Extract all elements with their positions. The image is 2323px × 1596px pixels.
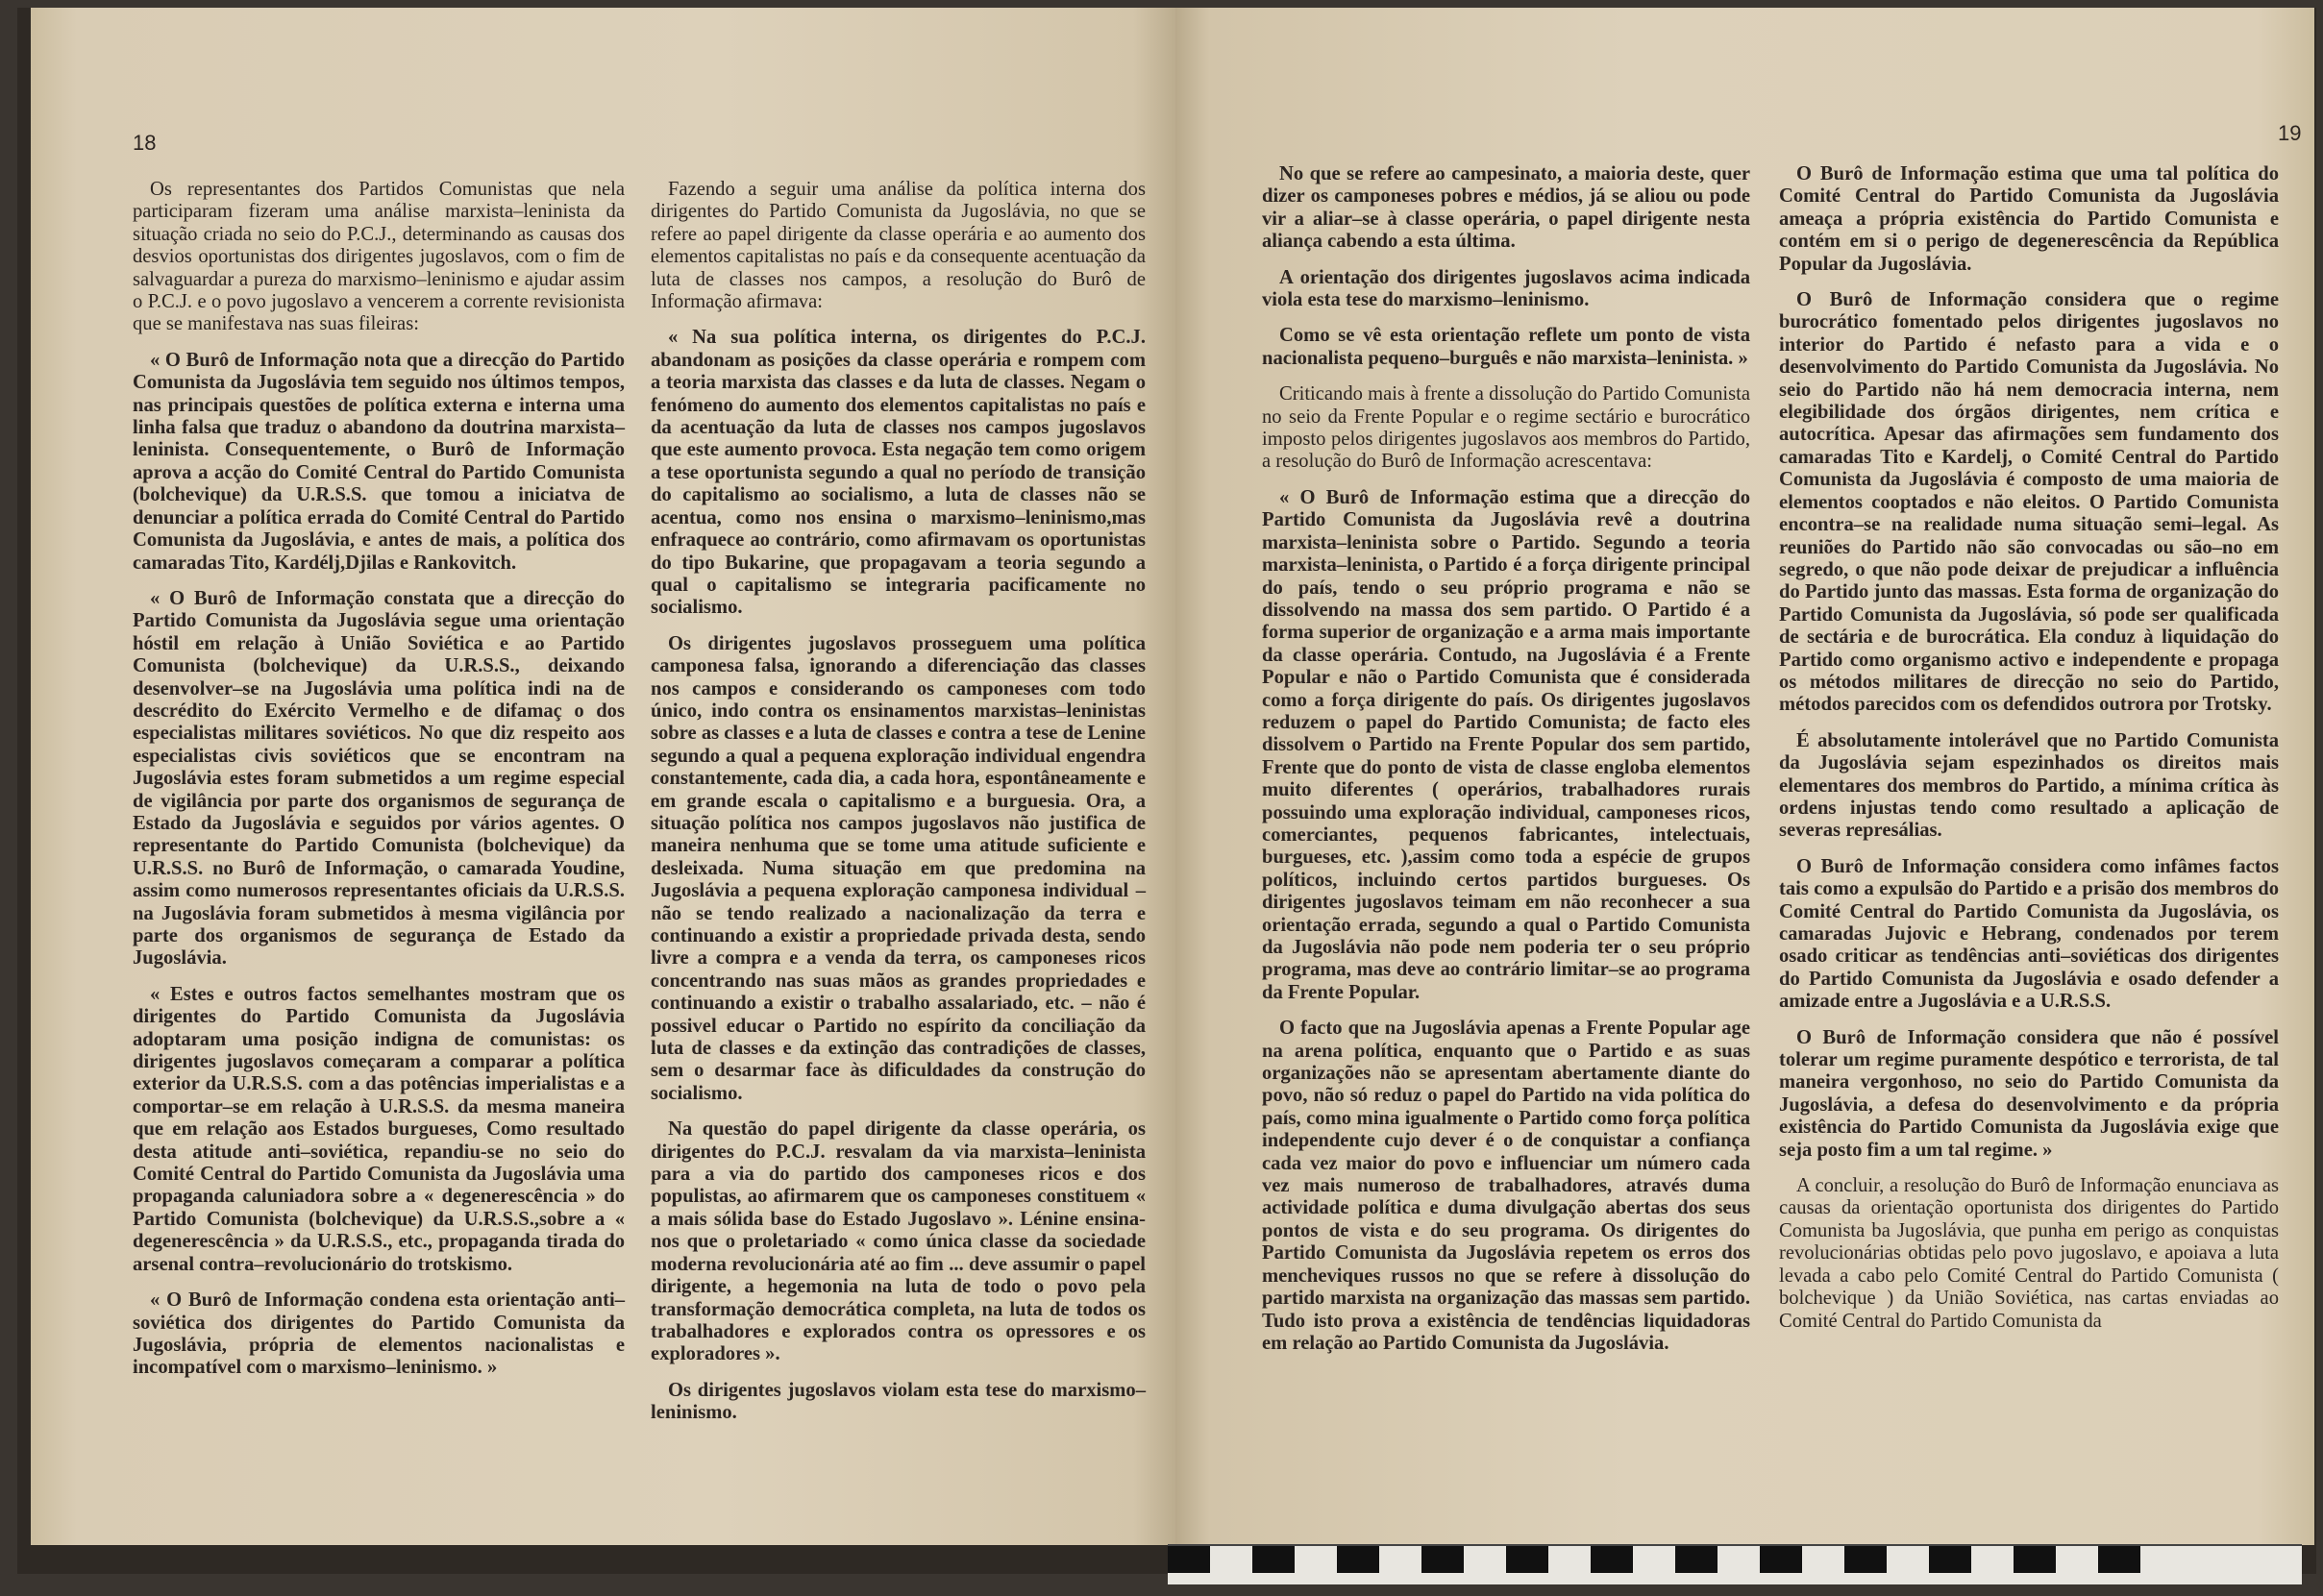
paragraph: « Estes e outros factos semelhantes mostram que os dirigentes do Partido Comunista da Jugoslávia adoptaram uma posição indigna de comunistas: os dirigentes jugoslavos começaram a comparar a política exterior da U.R.S.S. com a das potências imperialistas e a comportar–se em relação à U.R.S.S. da mesma maneira que em relação aos Estados burgueses, Como resultado desta atitude anti–soviética, repandiu-se no seio do Comité Central do Partido Comunista da Jugoslávia uma propaganda caluniadora sobre a « degenerescência » do Partido Comunista (bolchevique) da U.R.S.S.,sobre a « degenerescência » da U.R.S.S., etc., propaganda tirada do arsenal contra–revolucionário do trotskismo. — [133, 983, 625, 1275]
paragraph: A concluir, a resolução do Burô de Informação enunciava as causas da orientação oportunista dos dirigentes do Partido Comunista ba Jugoslávia, que punha em perigo as conquistas revolucionárias obtidas pelo povo jugoslavo, e apoiava a luta levada a cabo pelo Comité Central do Partido Comunista ( bolchevique ) da União Soviética, nas cartas enviadas ao Comité Central do Partido Comunista da — [1779, 1175, 2279, 1332]
ruler-segment — [2098, 1546, 2140, 1573]
paragraph: O facto que na Jugoslávia apenas a Frente Popular age na arena política, enquanto que o Partido e as suas organizações não se apresentam abertamente diante do povo, não só reduz o papel do Partido na vida política do país, como mina igualmente o Partido como força política independente cujo dever é o de conquistar a confiança cada vez maior do povo e influenciar um número cada vez mais numeroso de trabalhadores, através duma actividade política e duma divulgação abertas dos seus pontos de vista e do seu programa. Os dirigentes do Partido Comunista da Jugoslávia repetem os erros dos mencheviques russos no que se refere à dissolução do partido marxista na organização das massas sem partido. Tudo isto prova a existência de tendências liquidadoras em relação ao Partido Comunista da Jugoslávia. — [1262, 1018, 1750, 1354]
paragraph: Fazendo a seguir uma análise da política interna dos dirigentes do Partido Comunista da Jugoslávia, no que se refere ao papel dirigente da classe operária e ao aumento dos elementos capitalistas no país e da consequente acentuação da luta de classes nos campos, a resolução do Burô de Informação afirmava: — [651, 179, 1146, 313]
paragraph: « O Burô de Informação constata que a direcção do Partido Comunista da Jugoslávia segue uma orientação hóstil em relação à União Soviética e ao Partido Comunista (bolchevique) da U.R.S.S., deixando desenvolver–se na Jugoslávia uma política indi na de descrédito do Exército Vermelho e de difamaç o dos especialistas militares soviéticos. No que diz respeito aos especialistas civis soviéticos que se encontram na Jugoslávia estes foram submetidos a um regime especial de vigilância por parte dos organismos de segurança de Estado da Jugoslávia e seguidos por vários agentes. O representante do Partido Comunista (bolchevique) da U.R.S.S. no Burô de Informação, o camarada Youdine, assim como numerosos representantes oficiais da U.R.S.S. na Jugoslávia foram submetidos à mesma vigilância por parte dos organismos de segurança de Estado da Jugoslávia. — [133, 587, 625, 970]
ruler-segment — [1760, 1546, 1802, 1573]
ruler-segment — [1675, 1546, 1718, 1573]
paragraph: Na questão do papel dirigente da classe operária, os dirigentes do P.C.J. resvalam da via marxista–leninista para a via do partido dos camponeses ricos e dos populistas, ao afirmarem que os camponeses constituem « a mais sólida base do Estado Jugoslavo ». Lénine ensina-nos que o proletariado « como única classe da sociedade moderna revolucionária até ao fim ... deve assumir o papel dirigente, a hegemonia na luta de todo o povo pela transformação democrática completa, na luta de todos os trabalhadores e explorados contra os opressores e os exploradores ». — [651, 1118, 1146, 1365]
text-column — [1779, 163, 2279, 1346]
ruler-segment — [1252, 1546, 1295, 1573]
paragraph: No que se refere ao campesinato, a maioria deste, quer dizer os camponeses pobres e médios, já se aliou ou pode vir a aliar–se à classe operária, o papel dirigente nesta aliança cabendo a esta última. — [1262, 163, 1750, 253]
paragraph: « O Burô de Informação nota que a direcção do Partido Comunista da Jugoslávia tem seguido nos últimos tempos, nas principais questões de política externa e interna uma linha falsa que traduz o abandono da doutrina marxista–leninista. Consequentemente, o Burô de Informação aprova a acção do Comité Central do Partido Comunista (bolchevique) da U.R.S.S. que tomou a iniciatva de denunciar a política errada do Comité Central do Partido Comunista da Jugoslávia, e antes de mais, a política dos camaradas Tito, Kardélj,Djilas e Rankovitch. — [133, 349, 625, 574]
page-number: 18 — [133, 131, 157, 155]
ruler-segment — [1929, 1546, 1971, 1573]
ruler-segment — [1168, 1546, 1210, 1573]
left-page — [31, 8, 1179, 1545]
paragraph: Os dirigentes jugoslavos prosseguem uma política camponesa falsa, ignorando a diferenciação das classes nos campos e considerando os camponeses com todo único, indo contra os ensinamentos marxistas–leninistas sobre as classes e a luta de classes e contra a tese de Lenine segundo a qual a pequena exploração individual engendra constantemente, cada dia, a cada hora, espontâneamente e em grande escala o capitalismo e a burguesia. Ora, a situação política nos campos jugoslavos não justifica de maneira nenhuma que se tome uma atitude suficiente e desleixada. Numa situação em que predomina na Jugoslávia a pequena exploração camponesa individual – não se tendo realizado a nacionalização da terra e continuando a existir a propriedade privada desta, sendo livre a compra e a venda da terra, os camponeses ricos concentrando nas suas mãos as grandes propriedades e continuando a existir o trabalho assalariado, etc. – não é possivel educar o Partido no espírito da conciliação da luta de classes e da extinção das contradições de classes, sem o desarmar face às dificuldades da construção do socialismo. — [651, 632, 1146, 1104]
paragraph: « O Burô de Informação estima que a direcção do Partido Comunista da Jugoslávia revê a doutrina marxista–leninista sobre o Partido. Segundo a teoria marxista–leninista, o Partido é a força dirigente principal do país, tendo o seu próprio programa e não se dissolvendo na massa dos sem partido. O Partido é a forma superior de organização e a arma mais importante da classe operária. Contudo, na Jugoslávia é a Frente Popular e não o Partido Comunista que é considerada como a força dirigente do país. Os dirigentes jugoslavos reduzem o papel do Partido Comunista; de facto eles dissolvem o Partido na Frente Popular dos sem partido, Frente que do ponto de vista de classe engloba elementos muito diferentes ( operários, trabalhadores rurais possuindo uma exploração individual, camponeses ricos, comerciantes, pequenos fabricantes, intelectuais, burgueses, etc. ),assim como toda a espécie de grupos políticos, incluindo certos partidos burgueses. Os dirigentes jugoslavos teimam em não reconhecer a sua orientação errada, segundo a qual o Partido Comunista da Jugoslávia não pode nem poderia ter o seu próprio programa, mas deve ao contrário limitar–se ao programa da Frente Popular. — [1262, 486, 1750, 1003]
paragraph: Os representantes dos Partidos Comunistas que nela participaram fizeram uma análise marxista–leninista da situação criada no seio do P.C.J., determinando as causas dos desvios oportunistas dos dirigentes jugoslavos, com o fim de salvaguardar a pureza do marxismo–leninismo e ajudar assim o P.C.J. e o povo jugoslavo a vencerem a corrente revisionista que se manifestava nas suas fileiras: — [133, 179, 625, 335]
ruler-segment — [1506, 1546, 1548, 1573]
ruler-segment — [1337, 1546, 1379, 1573]
right-page — [1175, 8, 2314, 1545]
ruler-segment — [1844, 1546, 1887, 1573]
paragraph: « O Burô de Informação condena esta orientação anti–soviética dos dirigentes do Partido Comunista da Jugoslávia, própria de elementos nacionalistas e incompatível com o marxismo–leninismo. » — [133, 1289, 625, 1379]
ruler-segment — [1421, 1546, 1464, 1573]
paragraph: A orientação dos dirigentes jugoslavos acima indicada viola esta tese do marxismo–leninismo. — [1262, 266, 1750, 311]
ruler-segment — [2014, 1546, 2056, 1573]
paragraph: Os dirigentes jugoslavos violam esta tese do marxismo–leninismo. — [651, 1379, 1146, 1424]
text-column — [1262, 163, 1750, 1368]
paragraph: Criticando mais à frente a dissolução do Partido Comunista no seio da Frente Popular e o regime sectário e burocrático imposto pelos dirigentes jugoslavos aos membros do Partido, a resolução do Burô de Informação acrescentava: — [1262, 383, 1750, 473]
scale-ruler — [1168, 1544, 2302, 1584]
document-spread — [17, 8, 2316, 1574]
paragraph: É absolutamente intolerável que no Partido Comunista da Jugoslávia sejam espezinhados os direitos mais elementares dos membros do Partido, a mínima crítica às ordens injustas tendo como resultado a aplicação de severas represálias. — [1779, 729, 2279, 842]
paragraph: Como se vê esta orientação reflete um ponto de vista nacionalista pequeno–burguês e não marxista–leninista. » — [1262, 325, 1750, 369]
paragraph: O Burô de Informação considera que não é possível tolerar um regime puramente despótico e terrorista, de tal maneira vergonhoso, no seio do Partido Comunista da Jugoslávia, a defesa do desenvolvimento e da própria existência do Partido Comunista da Jugoslávia exige que seja posto fim a um tal regime. » — [1779, 1026, 2279, 1161]
paragraph: « Na sua política interna, os dirigentes do P.C.J. abandonam as posições da classe operária e rompem com a teoria marxista das classes e da luta de classes. Negam o fenómeno do aumento dos elementos capitalistas no país e da acentuação da luta de classes nos campos jugoslavos que este aumento provoca. Esta negação tem como origem a tese oportunista segundo a qual no período de transição do capitalismo ao socialismo, a luta de classes não se acentua, como nos ensina o marxismo–leninismo,mas enfraquece ao contrário, como afirmavam os oportunistas do tipo Bukarine, que propagavam a teoria segundo a qual o capitalismo se integraria pacificamente no socialismo. — [651, 327, 1146, 619]
page-number: 19 — [2278, 121, 2302, 145]
text-column — [133, 179, 625, 1393]
text-column — [651, 179, 1146, 1438]
ruler-segment — [1591, 1546, 1633, 1573]
paragraph: O Burô de Informação considera como infâmes factos tais como a expulsão do Partido e a prisão dos membros do Comité Central do Partido Comunista da Jugoslávia, os camaradas Jujovic e Hebrang, condenados por terem osado criticar as tendências anti–soviéticas dos dirigentes do Partido Comunista da Jugoslávia e osado defender a amizade entre a Jugoslávia e a U.R.S.S. — [1779, 855, 2279, 1013]
paragraph: O Burô de Informação estima que uma tal política do Comité Central do Partido Comunista da Jugoslávia ameaça a própria existência do Partido Comunista e contém em si o perigo de degenerescência da República Popular da Jugoslávia. — [1779, 163, 2279, 275]
paragraph: O Burô de Informação considera que o regime burocrático fomentado pelos dirigentes jugoslavos no interior do Partido é nefasto para a vida e o desenvolvimento do Partido Comunista da Jugoslávia. No seio do Partido não há nem democracia interna, nem elegibilidade dos órgãos dirigentes, nem crítica e autocrítica. Apesar das afirmações sem fundamento dos camaradas Tito e Kardelj, o Comité Central do Partido Comunista da Jugoslávia é composto de uma maioria de elementos cooptados e não eleitos. O Partido Comunista encontra–se na realidade numa situação semi–legal. As reuniões do Partido não são convocadas ou são–no em segredo, o que não pode deixar de prejudicar a influência do Partido junto das massas. Esta forma de organização do Partido Comunista da Jugoslávia, só pode ser qualificada de sectária e de burocrática. Ela conduz à liquidação do Partido como organismo activo e independente e propaga os métodos militares de direcção no seio do Partido, métodos parecidos com os defendidos outrora por Trotsky. — [1779, 289, 2279, 716]
